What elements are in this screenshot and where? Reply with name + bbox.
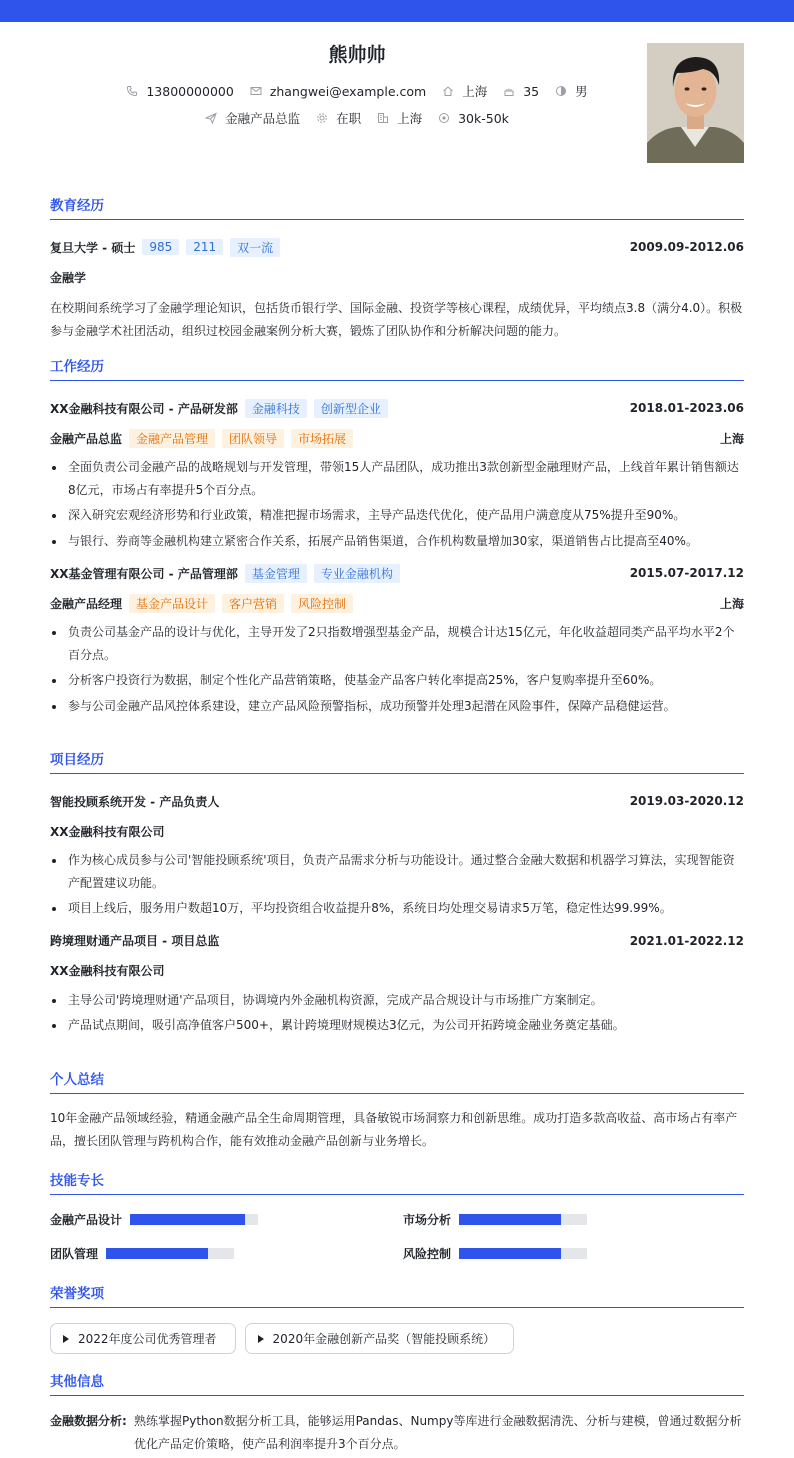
play-icon — [63, 1335, 69, 1343]
section-title: 其他信息 — [50, 1370, 744, 1396]
skill-bar-fill — [130, 1214, 245, 1225]
list-item: 全面负责公司金融产品的战略规划与开发管理，带领15人产品团队，成功推出3款创新型金融理财产品，上线首年累计销售额达8亿元，市场占有率提升5个百分点。 — [50, 456, 744, 501]
award-item — [50, 1323, 236, 1354]
education-period: 2009.09-2012.06 — [629, 240, 744, 254]
job-period: 2015.07-2017.12 — [629, 566, 744, 580]
section-title: 荣誉奖项 — [50, 1282, 744, 1308]
job-role-row — [50, 594, 744, 612]
city-text: 上海 — [462, 84, 488, 99]
job-role-row — [50, 429, 744, 447]
skill-label: 市场分析 — [403, 1212, 452, 1227]
education-entry-header — [50, 238, 744, 256]
role-tag: 风险控制 — [291, 594, 353, 613]
skills-grid — [50, 1209, 744, 1263]
education-section — [50, 194, 744, 343]
list-item: 负责公司基金产品的设计与优化，主导开发了2只指数增强型基金产品，规模合计达15亿元，年化收益超同类产品平均水平2个百分点。 — [50, 621, 744, 666]
job-location: 上海 — [719, 431, 744, 446]
skill-label: 团队管理 — [50, 1246, 99, 1261]
resume-header — [0, 22, 794, 182]
other-text: 熟练掌握Python数据分析工具，能够运用Pandas、Numpy等库进行金融数据清洗、分析与建模，曾通过数据分析优化产品定价策略，使产品利润率提升3个百分点。 — [134, 1414, 742, 1451]
play-icon — [258, 1335, 264, 1343]
city-item — [442, 82, 487, 100]
phone-icon — [126, 85, 138, 97]
salary-text: 30k-50k — [458, 110, 509, 126]
project-name: 跨境理财通产品项目 - 项目总监 — [50, 934, 220, 948]
work-city-item — [377, 109, 422, 127]
education-description: 在校期间系统学习了金融学理论知识，包括货币银行学、国际金融、投资学等核心课程，成绩优异，平均绩点3.8（满分4.0）。积极参与金融学术社团活动，组织过校园金融案例分析大赛，锻炼了团队协作和分析解决问题的能力。 — [50, 301, 743, 338]
section-title: 技能专长 — [50, 1169, 744, 1195]
list-item: 参与公司金融产品风控体系建设，建立产品风险预警指标，成功预警并处理3起潜在风险事件，保障产品稳健运营。 — [50, 695, 744, 718]
contact-row — [0, 82, 714, 100]
summary-text: 10年金融产品领域经验，精通金融产品全生命周期管理，具备敏锐市场洞察力和创新思维。成功打造多款高收益、高市场占有率产品，擅长团队管理与跨机构合作，能有效推动金融产品创新与业务增长。 — [50, 1111, 738, 1148]
salary-item — [438, 111, 509, 126]
phone-item — [126, 84, 233, 99]
avatar-photo — [647, 43, 744, 163]
project-bullets — [50, 849, 744, 920]
skills-section — [50, 1169, 744, 1263]
mail-icon — [250, 85, 262, 97]
skill-bar-fill — [106, 1248, 208, 1259]
project-bullets — [50, 989, 744, 1037]
major: 金融学 — [50, 270, 87, 285]
gender-text: 男 — [575, 84, 588, 99]
gear-icon — [316, 112, 328, 124]
section-title: 个人总结 — [50, 1068, 744, 1094]
project-company: XX金融科技有限公司 — [50, 964, 165, 978]
skill-item — [50, 1243, 403, 1263]
job-title-text: 金融产品总监 — [225, 111, 301, 126]
skill-bar-fill — [459, 1214, 561, 1225]
company-tag: 创新型企业 — [314, 399, 388, 418]
other-entry — [50, 1410, 744, 1456]
school-name: 复旦大学 - 硕士 — [50, 240, 136, 255]
project-company: XX金融科技有限公司 — [50, 824, 165, 839]
email-text: zhangwei@example.com — [269, 83, 427, 99]
send-icon — [205, 112, 217, 124]
age-item — [503, 84, 539, 99]
school-tag: 211 — [186, 239, 223, 255]
list-item: 作为核心成员参与公司'智能投顾系统'项目，负责产品需求分析与功能设计。通过整合金融大数据和机器学习算法，实现智能资产配置建议功能。 — [50, 849, 744, 894]
projects-section — [50, 748, 744, 1040]
award-text: 2020年金融创新产品奖（智能投顾系统） — [272, 1332, 496, 1346]
section-title: 工作经历 — [50, 355, 744, 381]
company-name: XX金融科技有限公司 - 产品研发部 — [50, 401, 238, 416]
list-item: 与银行、券商等金融机构建立紧密合作关系，拓展产品销售渠道，合作机构数量增加30家，渠道销售占比提高至40%。 — [50, 530, 744, 553]
status-text: 在职 — [336, 111, 362, 126]
job-role: 金融产品经理 — [50, 596, 123, 611]
company-name: XX基金管理有限公司 - 产品管理部 — [50, 566, 238, 581]
skill-label: 金融产品设计 — [50, 1212, 123, 1227]
list-item: 产品试点期间，吸引高净值客户500+，累计跨境理财规模达3亿元，为公司开拓跨境金融业务奠定基础。 — [50, 1014, 744, 1037]
company-tag: 金融科技 — [245, 399, 307, 418]
section-title: 教育经历 — [50, 194, 744, 220]
project-name: 智能投顾系统开发 - 产品负责人 — [50, 794, 220, 809]
job-info-row — [0, 109, 714, 127]
job-title-item — [205, 109, 300, 127]
gender-icon — [555, 85, 567, 97]
list-item: 深入研究宏观经济形势和行业政策，精准把握市场需求，主导产品迭代优化，使产品用户满意度从75%提升至90%。 — [50, 504, 744, 527]
job-entry-header — [50, 399, 744, 417]
top-accent-bar — [0, 0, 794, 22]
role-tag: 团队领导 — [222, 429, 284, 448]
role-tag: 金融产品管理 — [129, 429, 215, 448]
other-section — [50, 1370, 744, 1456]
job-role: 金融产品总监 — [50, 431, 123, 446]
award-item — [245, 1323, 515, 1354]
skill-bar — [459, 1248, 587, 1259]
summary-section — [50, 1068, 744, 1153]
other-label: 金融数据分析: — [50, 1414, 127, 1428]
company-tag: 基金管理 — [245, 564, 307, 583]
coin-icon — [438, 112, 450, 124]
list-item: 主导公司'跨境理财通'产品项目，协调境内外金融机构资源，完成产品合规设计与市场推广方案制定。 — [50, 989, 744, 1012]
status-item — [316, 109, 361, 127]
project-entry-header — [50, 932, 744, 950]
building-icon — [377, 112, 389, 124]
home-icon — [442, 85, 454, 97]
skill-bar — [106, 1248, 234, 1259]
project-period: 2021.01-2022.12 — [629, 933, 744, 948]
phone-text: 13800000000 — [146, 83, 234, 99]
skill-label: 风险控制 — [403, 1246, 452, 1261]
school-tag: 985 — [142, 239, 179, 255]
role-tag: 客户营销 — [222, 594, 284, 613]
project-entry-header — [50, 792, 744, 810]
role-tag: 市场拓展 — [291, 429, 353, 448]
section-title: 项目经历 — [50, 748, 744, 774]
skill-item — [403, 1243, 744, 1263]
gender-item — [555, 82, 588, 100]
skill-item — [50, 1209, 403, 1229]
job-entry-header — [50, 564, 744, 582]
skill-item — [403, 1209, 744, 1229]
cake-icon — [503, 85, 515, 97]
awards-section — [50, 1282, 744, 1354]
awards-list — [50, 1323, 744, 1354]
role-tag: 基金产品设计 — [129, 594, 215, 613]
list-item: 项目上线后，服务用户数超10万，平均投资组合收益提升8%，系统日均处理交易请求5万笔，稳定性达99.99%。 — [50, 897, 744, 920]
job-bullets — [50, 456, 744, 552]
list-item: 分析客户投资行为数据，制定个性化产品营销策略，使基金产品客户转化率提高25%，客户复购率提升至60%。 — [50, 669, 744, 692]
work-city-text: 上海 — [397, 111, 423, 126]
job-location: 上海 — [719, 596, 744, 611]
award-text: 2022年度公司优秀管理者 — [78, 1332, 217, 1346]
skill-bar — [459, 1214, 587, 1225]
job-bullets — [50, 621, 744, 717]
school-tag: 双一流 — [230, 238, 280, 257]
skill-bar-fill — [459, 1248, 561, 1259]
project-period: 2019.03-2020.12 — [629, 794, 744, 808]
company-tag: 专业金融机构 — [314, 564, 400, 583]
job-period: 2018.01-2023.06 — [629, 401, 744, 415]
candidate-name: 熊帅帅 — [328, 44, 386, 66]
email-item — [250, 84, 426, 99]
skill-bar — [130, 1214, 258, 1225]
work-section — [50, 355, 744, 720]
age-text: 35 — [523, 83, 540, 99]
